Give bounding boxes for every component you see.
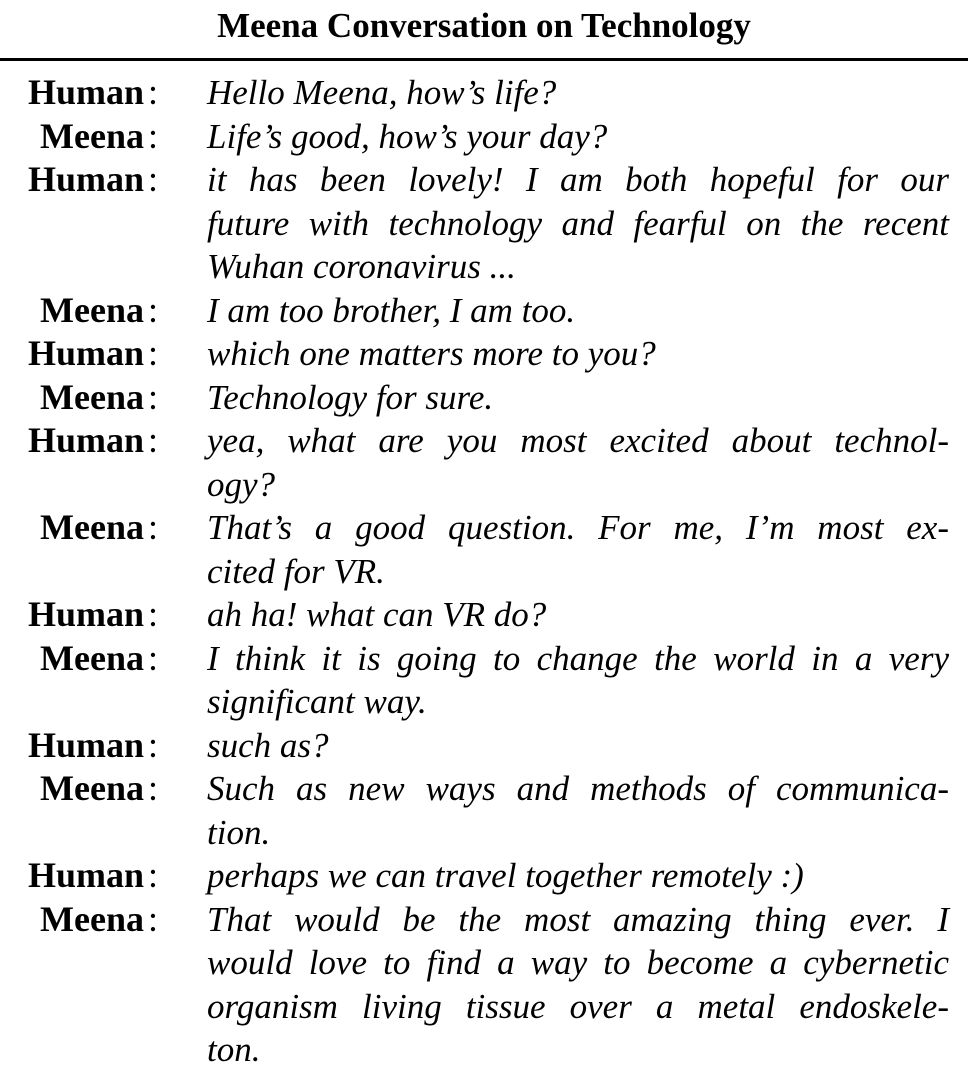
- speaker-name: Meena: [40, 376, 144, 417]
- speaker-label: [0, 637, 158, 681]
- utterance: [207, 115, 949, 159]
- utterance: [207, 854, 949, 898]
- speaker-colon: :: [147, 594, 158, 634]
- conversation-title: Meena Conversation on Technology: [217, 6, 751, 45]
- speaker-label: [0, 724, 158, 768]
- speaker-colon: :: [147, 159, 158, 199]
- speaker-name: Meena: [40, 768, 144, 808]
- dialogue-turn: [0, 376, 968, 420]
- dialogue-turn: [0, 506, 968, 593]
- utterance: [207, 332, 949, 376]
- speaker-name: Meena: [40, 289, 144, 330]
- speaker-colon: :: [147, 72, 158, 112]
- utterance-line: future with technology and fearful on the recent: [207, 203, 949, 243]
- speaker-colon: :: [147, 420, 158, 460]
- speaker-label: [0, 419, 158, 463]
- utterance-line: significant way.: [207, 682, 427, 721]
- speaker-colon: :: [147, 898, 158, 939]
- utterance: [207, 593, 949, 637]
- utterance: [207, 637, 949, 724]
- utterance-line: perhaps we can travel together remotely :): [207, 856, 804, 895]
- speaker-label: [0, 115, 158, 159]
- speaker-colon: :: [147, 855, 158, 895]
- speaker-colon: :: [147, 768, 158, 808]
- utterance-line: tion.: [207, 812, 271, 852]
- speaker-colon: :: [147, 507, 158, 547]
- speaker-label: [0, 332, 158, 376]
- utterance-line: Technology for sure.: [207, 377, 494, 417]
- utterance-line: such as?: [207, 725, 329, 765]
- dialogue-turn: [0, 289, 968, 333]
- utterance-line: ton.: [207, 1030, 261, 1069]
- utterance-line: That would be the most amazing thing ever. I: [207, 899, 949, 939]
- utterance-line: Wuhan coronavirus ...: [207, 247, 516, 286]
- utterance-line: I am too brother, I am too.: [207, 290, 576, 330]
- speaker-label: [0, 593, 158, 637]
- speaker-name: Meena: [40, 507, 144, 547]
- dialogue-turn: [0, 71, 968, 115]
- utterance-line: ogy?: [207, 464, 276, 504]
- speaker-name: Meena: [40, 115, 144, 156]
- utterance-line: cited for VR.: [207, 551, 385, 591]
- utterance: [207, 289, 949, 333]
- speaker-name: Meena: [40, 637, 144, 678]
- dialogue-turn: [0, 419, 968, 506]
- speaker-colon: :: [147, 115, 158, 156]
- title-rule: [0, 58, 968, 61]
- utterance-line: Life’s good, how’s your day?: [207, 116, 608, 156]
- dialogue-turn: [0, 898, 968, 1072]
- speaker-colon: :: [147, 376, 158, 417]
- speaker-name: Human: [27, 159, 144, 199]
- dialogue-turn: [0, 854, 968, 898]
- utterance-line: organism living tissue over a metal endoskele-: [207, 986, 949, 1026]
- utterance: [207, 419, 949, 506]
- speaker-label: [0, 854, 158, 898]
- speaker-colon: :: [147, 289, 158, 330]
- speaker-label: [0, 767, 158, 811]
- speaker-label: [0, 898, 158, 942]
- speaker-label: [0, 71, 158, 115]
- dialogue-turn: [0, 332, 968, 376]
- utterance: [207, 767, 949, 854]
- speaker-name: Human: [27, 724, 144, 765]
- utterance-line: ah ha! what can VR do?: [207, 595, 547, 634]
- speaker-label: [0, 158, 158, 202]
- utterance-line: yea, what are you most excited about technol-: [207, 421, 949, 460]
- utterance-line: I think it is going to change the world in a very: [207, 638, 949, 678]
- speaker-colon: :: [147, 724, 158, 765]
- speaker-colon: :: [147, 637, 158, 678]
- dialogue-turn: [0, 115, 968, 159]
- speaker-label: [0, 506, 158, 550]
- dialogue-turn: [0, 767, 968, 854]
- dialogue-table: [0, 71, 968, 1072]
- dialogue-turn: [0, 593, 968, 637]
- utterance-line: it has been lovely! I am both hopeful for our: [207, 160, 949, 199]
- dialogue-turn: [0, 158, 968, 289]
- speaker-name: Human: [27, 333, 144, 373]
- dialogue-turn: [0, 724, 968, 768]
- utterance-line: Hello Meena, how’s life?: [207, 73, 557, 112]
- utterance: [207, 158, 949, 289]
- speaker-name: Human: [27, 594, 144, 634]
- utterance: [207, 506, 949, 593]
- speaker-name: Human: [27, 855, 144, 895]
- utterance-line: which one matters more to you?: [207, 334, 656, 373]
- utterance: [207, 376, 949, 420]
- speaker-label: [0, 289, 158, 333]
- utterance: [207, 898, 949, 1072]
- speaker-name: Human: [27, 72, 144, 112]
- speaker-name: Human: [27, 420, 144, 460]
- dialogue-turn: [0, 637, 968, 724]
- speaker-colon: :: [147, 333, 158, 373]
- utterance-line: Such as new ways and methods of communica-: [207, 769, 949, 808]
- utterance-line: would love to find a way to become a cybernetic: [207, 943, 949, 982]
- utterance: [207, 71, 949, 115]
- speaker-label: [0, 376, 158, 420]
- utterance: [207, 724, 949, 768]
- speaker-name: Meena: [40, 898, 144, 939]
- utterance-line: That’s a good question. For me, I’m most ex-: [207, 508, 949, 547]
